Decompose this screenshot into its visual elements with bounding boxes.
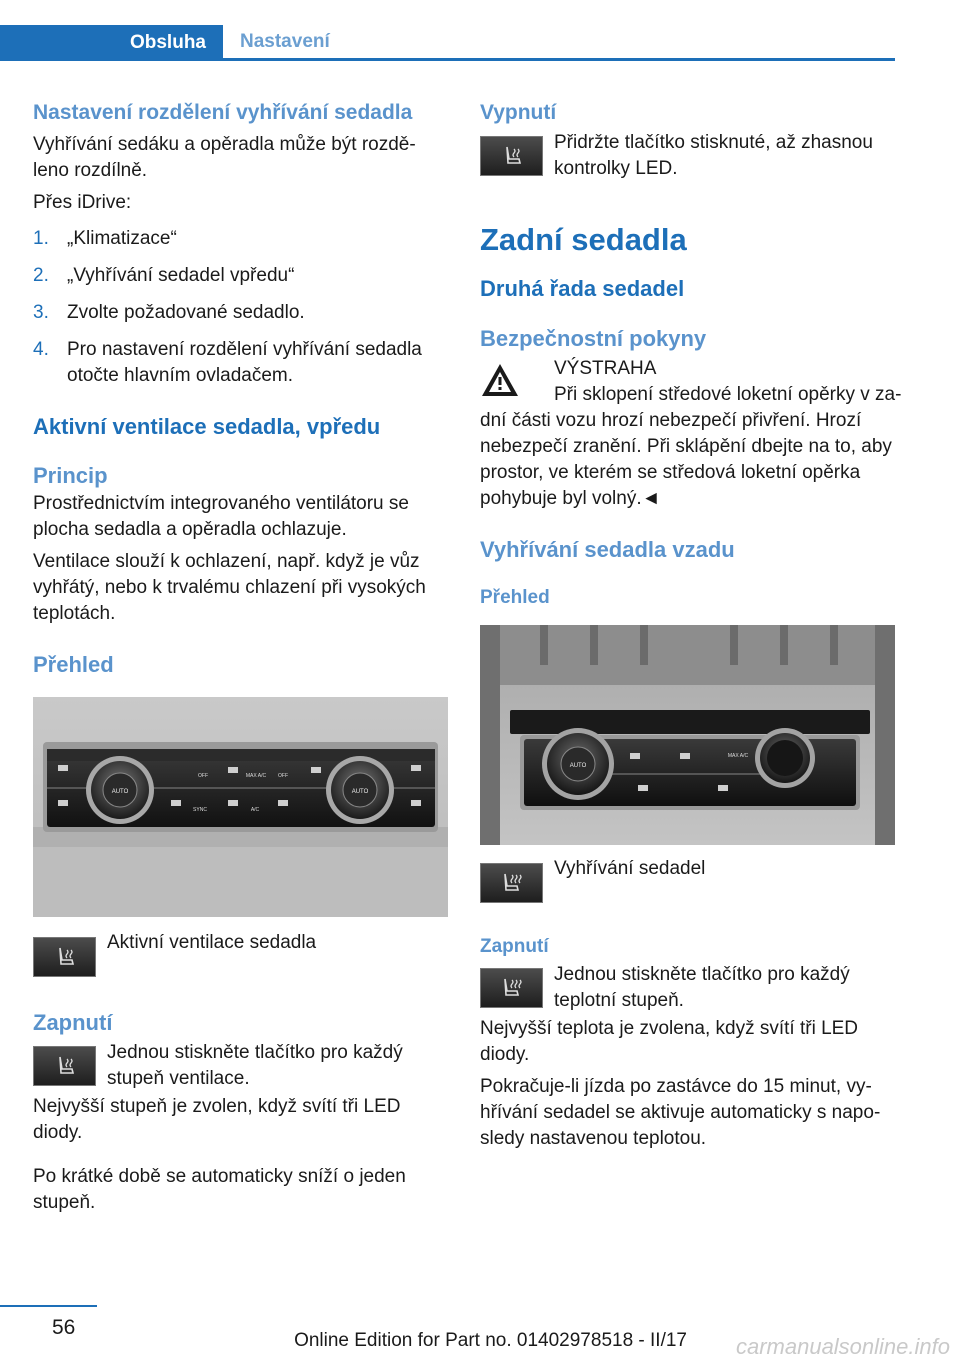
tab-obsluha[interactable]: Obsluha — [0, 25, 223, 61]
seat-ventilation-icon — [480, 136, 543, 176]
split-heating-title: Nastavení rozdělení vyhřívání sedadla — [33, 101, 413, 124]
heat-highest-text: Nejvyšší teplota je zvolena, když svítí tři LED diody. — [480, 1018, 859, 1065]
heat-continue-text: Pokračuje-li jízda po zastávce do 15 minut, vy‐ hřívání sedadel se aktivuje automaticky s napo‐ sledy nastavenou teplotou. — [480, 1076, 881, 1149]
svg-text:MAX A/C: MAX A/C — [245, 773, 267, 779]
rear-seats-title: Zadní sedadla — [480, 222, 687, 257]
principle-text-2: Ventilace slouží k ochlazení, např. když je vůz vyhřátý, nebo k trvalému chlazení při vysokých teplotách. — [33, 551, 426, 624]
edition-text: Online Edition for Part no. 01402978518 - II/17 — [294, 1330, 687, 1351]
vent-highest-text: Nejvyšší stupeň je zvolen, když svítí tři LED diody. — [33, 1096, 401, 1143]
svg-text:OFF: OFF — [278, 773, 288, 779]
rear-climate-panel-illustration — [480, 625, 895, 845]
heat-button-legend — [480, 859, 895, 903]
seat-heating-icon — [480, 968, 543, 1008]
vent-button-label: Aktivní ventilace sedadla — [107, 932, 317, 953]
warning-block — [480, 358, 902, 408]
vent-auto-reduce-text: Po krátké době se automaticky sníží o jeden stupeň. — [33, 1166, 406, 1213]
warning-label: VÝSTRAHA — [554, 358, 657, 379]
vent-on-title: Zapnutí — [33, 1010, 113, 1035]
rear-overview-title: Přehled — [480, 587, 550, 608]
warning-text: dní části vozu hrozí nebezpečí přivření. Hrozí nebezpečí zranění. Při sklápění dbejte na to, aby prostor, ve kterém se středová loketní opěrka pohybuje byl volný.◄ — [480, 410, 892, 509]
svg-text:AUTO: AUTO — [111, 789, 129, 795]
front-climate-panel-photo — [33, 697, 448, 917]
front-climate-panel-illustration — [33, 697, 448, 917]
heat-on-text: Jednou stiskněte tlačítko pro každý teplotní stupeň. — [554, 964, 850, 1011]
seat-heating-icon — [480, 863, 543, 903]
warning-triangle-icon — [480, 362, 520, 403]
footer-rule — [0, 1305, 97, 1307]
list-item: 3. Zvolte požadované sedadlo. — [33, 302, 305, 323]
split-heating-text: Vyhřívání sedáku a opěradla může být rozdě‐ leno rozdílně. — [33, 134, 416, 181]
svg-text:AUTO: AUTO — [351, 789, 369, 795]
safety-title: Bezpečnostní pokyny — [480, 326, 707, 351]
heat-on-title: Zapnutí — [480, 936, 549, 957]
warning-head — [554, 356, 901, 408]
list-item: 1. „Klimatizace“ — [33, 228, 177, 249]
svg-text:AUTO: AUTO — [569, 763, 587, 769]
vent-off-title: Vypnutí — [480, 101, 557, 124]
rear-heating-title: Vyhřívání sedadla vzadu — [480, 537, 735, 562]
tab-nastaveni[interactable]: Nastavení — [223, 25, 895, 61]
vent-on-text: Jednou stiskněte tlačítko pro každý stupeň ventilace. — [107, 1042, 403, 1089]
via-idrive-text: Přes iDrive: — [33, 192, 132, 213]
warning-text-first-line: Při sklopení středové loketní opěrky v za‐ — [554, 384, 902, 405]
list-item: 2. „Vyhřívání sedadel vpředu“ — [33, 265, 295, 286]
page-number: 56 — [52, 1316, 76, 1339]
heat-on-row — [480, 964, 895, 1014]
overview-title: Přehled — [33, 652, 114, 677]
seat-ventilation-icon — [33, 937, 96, 977]
second-row-title: Druhá řada sedadel — [480, 276, 685, 301]
idrive-steps — [33, 226, 448, 389]
principle-title: Princip — [33, 463, 108, 488]
svg-text:OFF: OFF — [198, 773, 208, 779]
right-column — [480, 98, 902, 1152]
vent-off-text: Přidržte tlačítko stisknuté, až zhasnou kontrolky LED. — [554, 132, 873, 179]
ventilation-title: Aktivní ventilace sedadla, vpředu — [33, 414, 381, 439]
header-tabs — [0, 25, 895, 61]
list-item: 4. Pro nastavení rozdělení vyhřívání sedadla otočte hlavním ovladačem. — [33, 339, 422, 386]
rear-climate-panel-photo — [480, 625, 895, 845]
left-column — [33, 98, 448, 1216]
vent-button-legend — [33, 933, 448, 977]
svg-text:SYNC: SYNC — [193, 807, 207, 813]
heat-button-label: Vyhřívání sedadel — [554, 858, 706, 879]
svg-text:MAX A/C: MAX A/C — [727, 753, 749, 759]
principle-text-1: Prostřednictvím integrovaného ventilátoru se plocha sedadla a opěradla ochlazuje. — [33, 493, 409, 540]
vent-off-row — [480, 132, 895, 182]
watermark: carmanualsonline.info — [735, 1334, 950, 1359]
seat-ventilation-icon — [33, 1046, 96, 1086]
vent-on-row — [33, 1042, 448, 1092]
svg-text:A/C: A/C — [250, 807, 260, 813]
